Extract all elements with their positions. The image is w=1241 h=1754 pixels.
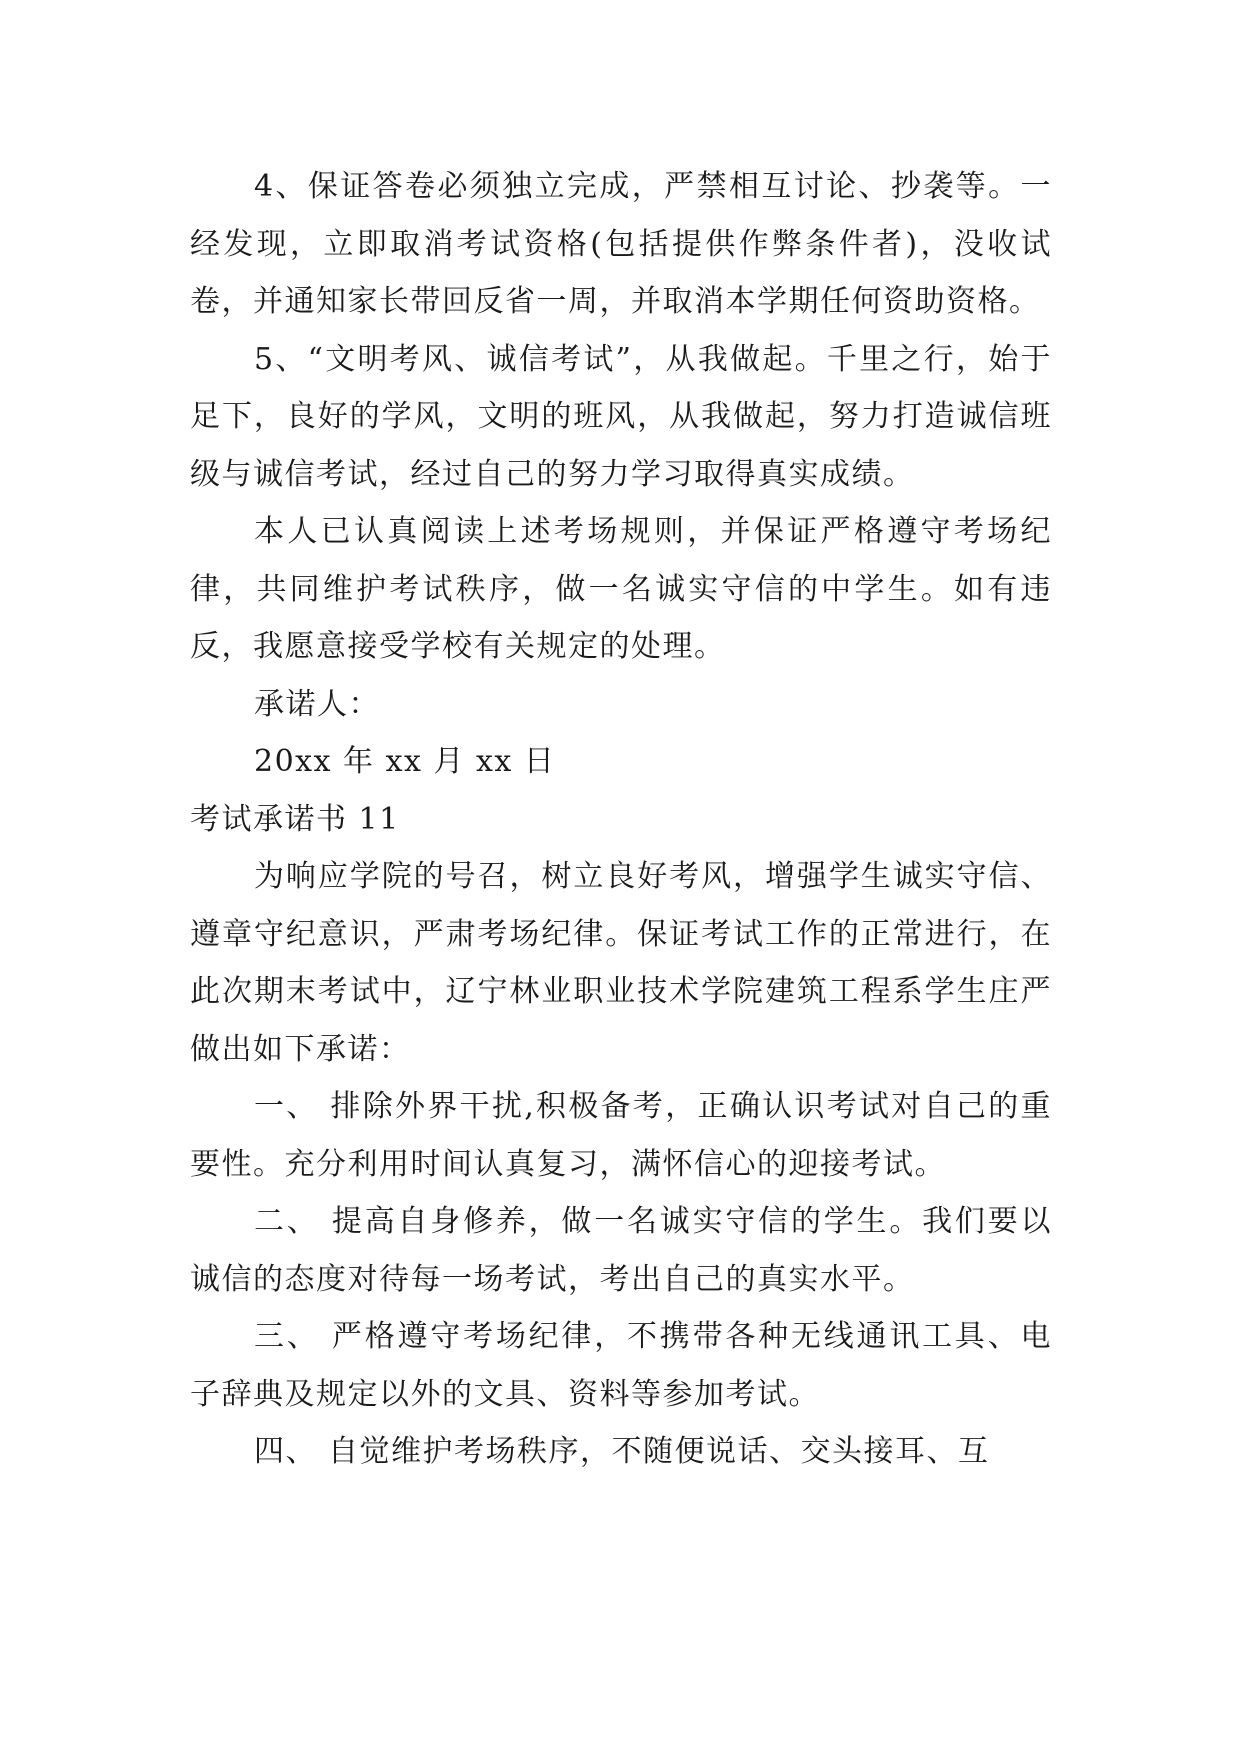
paragraph-commitment-3: 三、 严格遵守考场纪律，不携带各种无线通讯工具、电子辞典及规定以外的文具、资料等参加考试。 — [190, 1319, 1052, 1412]
paragraph-commitment-4: 四、 自觉维护考场秩序，不随便说话、交头接耳、互 — [254, 1434, 990, 1469]
promisor-label: 承诺人： — [254, 686, 380, 722]
paragraph-intro: 为响应学院的号召，树立良好考风，增强学生诚实守信、遵章守纪意识，严肃考场纪律。保证考试工作的正常进行，在此次期末考试中，辽宁林业职业技术学院建筑工程系学生庄严做出如下承诺： — [190, 859, 1052, 1067]
paragraph-declaration: 本人已认真阅读上述考场规则，并保证严格遵守考场纪律，共同维护考试秩序，做一名诚实守信的中学生。如有违反，我愿意接受学校有关规定的处理。 — [190, 514, 1052, 664]
paragraph-rule-4: 4、保证答卷必须独立完成，严禁相互讨论、抄袭等。一经发现，立即取消考试资格(包括提供作弊条件者)，没收试卷，并通知家长带回反省一周，并取消本学期任何资助资格。 — [190, 169, 1052, 319]
signature-date: 20xx 年 xx 月 xx 日 — [254, 744, 556, 779]
section-title: 考试承诺书 11 — [190, 801, 400, 837]
paragraph-commitment-1: 一、 排除外界干扰,积极备考，正确认识考试对自己的重要性。充分利用时间认真复习，满怀信心的迎接考试。 — [190, 1089, 1052, 1182]
paragraph-rule-5: 5、“文明考风、诚信考试”，从我做起。千里之行，始于足下，良好的学风，文明的班风，从我做起，努力打造诚信班级与诚信考试，经过自己的努力学习取得真实成绩。 — [190, 341, 1052, 492]
document-body — [190, 158, 1052, 1481]
paragraph-commitment-2: 二、 提高自身修养，做一名诚实守信的学生。我们要以诚信的态度对待每一场考试，考出自己的真实水平。 — [190, 1204, 1052, 1297]
